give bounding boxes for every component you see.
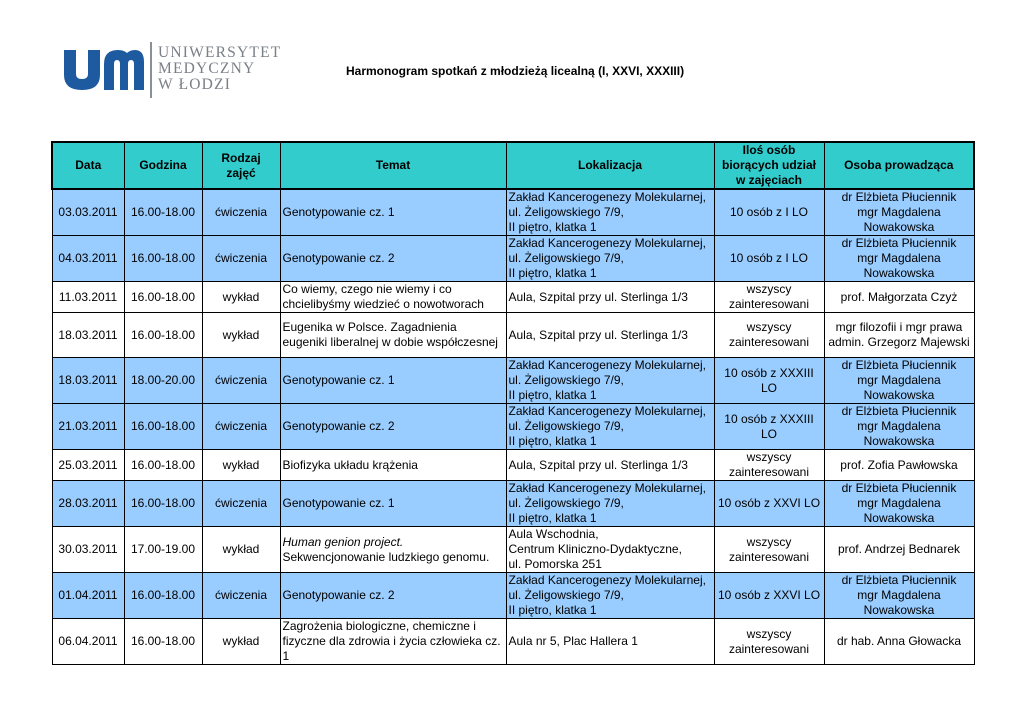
table-row (52, 313, 974, 358)
cell-godzina: 16.00-18.00 (124, 450, 202, 481)
cell-data: 25.03.2011 (52, 450, 124, 481)
table-row (52, 404, 974, 450)
cell-osoba: prof. Andrzej Bednarek (824, 527, 974, 573)
page-title: Harmonogram spotkań z młodzieżą licealną (I, XXVI, XXXIII) (346, 64, 685, 78)
university-logo (62, 42, 282, 102)
cell-osoba: dr Elżbieta Płuciennik mgr Magdalena Nowakowska (824, 358, 974, 404)
cell-godzina: 16.00-18.00 (124, 236, 202, 282)
header-lokalizacja: Lokalizacja (506, 142, 714, 189)
cell-lokalizacja: Zakład Kancerogenezy Molekularnej, ul. Żeligowskiego 7/9, II piętro, klatka 1 (506, 358, 714, 404)
cell-osoba: dr Elżbieta Płuciennik mgr Magdalena Nowakowska (824, 236, 974, 282)
logo-line-3: W ŁODZI (158, 76, 232, 93)
header-temat: Temat (280, 142, 506, 189)
header-data: Data (52, 142, 124, 189)
cell-godzina: 17.00-19.00 (124, 527, 202, 573)
cell-ilosc: 10 osób z I LO (714, 236, 824, 282)
cell-osoba: dr Elżbieta Płuciennik mgr Magdalena Nowakowska (824, 404, 974, 450)
schedule-table (51, 141, 975, 665)
cell-temat: Eugenika w Polsce. Zagadnienia eugeniki liberalnej w dobie współczesnej (280, 313, 506, 358)
cell-lokalizacja: Aula nr 5, Plac Hallera 1 (506, 619, 714, 665)
cell-data: 04.03.2011 (52, 236, 124, 282)
cell-lokalizacja: Aula, Szpital przy ul. Sterlinga 1/3 (506, 450, 714, 481)
cell-rodzaj: wykład (202, 527, 280, 573)
cell-godzina: 16.00-18.00 (124, 282, 202, 313)
cell-ilosc: 10 osób z XXVI LO (714, 573, 824, 619)
cell-ilosc: 10 osób z XXVI LO (714, 481, 824, 527)
cell-osoba: prof. Małgorzata Czyż (824, 282, 974, 313)
cell-temat: Co wiemy, czego nie wiemy i co chcielibyśmy wiedzieć o nowotworach (280, 282, 506, 313)
cell-rodzaj: wykład (202, 450, 280, 481)
um-logo-mark (62, 48, 144, 90)
cell-temat: Genotypowanie cz. 1 (280, 189, 506, 236)
cell-lokalizacja: Zakład Kancerogenezy Molekularnej, ul. Żeligowskiego 7/9, II piętro, klatka 1 (506, 481, 714, 527)
cell-data: 18.03.2011 (52, 313, 124, 358)
cell-temat: Human genion project. Sekwencjonowanie ludzkiego genomu. (280, 527, 506, 573)
cell-data: 28.03.2011 (52, 481, 124, 527)
cell-data: 11.03.2011 (52, 282, 124, 313)
table-row (52, 189, 974, 236)
cell-godzina: 16.00-18.00 (124, 404, 202, 450)
cell-data: 30.03.2011 (52, 527, 124, 573)
cell-osoba: dr Elżbieta Płuciennik mgr Magdalena Nowakowska (824, 481, 974, 527)
table-row (52, 282, 974, 313)
table-row (52, 619, 974, 665)
cell-rodzaj: wykład (202, 282, 280, 313)
cell-osoba: dr Elżbieta Płuciennik mgr Magdalena Nowakowska (824, 189, 974, 236)
table-row (52, 450, 974, 481)
cell-godzina: 16.00-18.00 (124, 481, 202, 527)
table-row (52, 481, 974, 527)
header-godzina: Godzina (124, 142, 202, 189)
cell-godzina: 16.00-18.00 (124, 313, 202, 358)
cell-temat: Genotypowanie cz. 1 (280, 481, 506, 527)
cell-lokalizacja: Zakład Kancerogenezy Molekularnej, ul. Żeligowskiego 7/9, II piętro, klatka 1 (506, 404, 714, 450)
cell-lokalizacja: Aula Wschodnia, Centrum Kliniczno-Dydaktyczne, ul. Pomorska 251 (506, 527, 714, 573)
header-osoba: Osoba prowadząca (824, 142, 974, 189)
cell-rodzaj: ćwiczenia (202, 481, 280, 527)
cell-temat: Genotypowanie cz. 2 (280, 404, 506, 450)
cell-rodzaj: ćwiczenia (202, 573, 280, 619)
cell-rodzaj: ćwiczenia (202, 236, 280, 282)
table-row (52, 358, 974, 404)
cell-temat: Genotypowanie cz. 2 (280, 236, 506, 282)
cell-temat: Genotypowanie cz. 1 (280, 358, 506, 404)
cell-lokalizacja: Aula, Szpital przy ul. Sterlinga 1/3 (506, 282, 714, 313)
cell-rodzaj: ćwiczenia (202, 189, 280, 236)
cell-ilosc: 10 osób z XXXIII LO (714, 358, 824, 404)
cell-temat: Genotypowanie cz. 2 (280, 573, 506, 619)
cell-lokalizacja: Aula, Szpital przy ul. Sterlinga 1/3 (506, 313, 714, 358)
cell-temat: Zagrożenia biologiczne, chemiczne i fizyczne dla zdrowia i życia człowieka cz. 1 (280, 619, 506, 665)
cell-ilosc: wszyscy zainteresowani (714, 282, 824, 313)
cell-godzina: 16.00-18.00 (124, 573, 202, 619)
cell-osoba: dr hab. Anna Głowacka (824, 619, 974, 665)
logo-wordmark (158, 45, 281, 93)
cell-data: 06.04.2011 (52, 619, 124, 665)
cell-osoba: prof. Zofia Pawłowska (824, 450, 974, 481)
cell-ilosc: wszyscy zainteresowani (714, 527, 824, 573)
cell-temat: Biofizyka układu krążenia (280, 450, 506, 481)
table-header-row (52, 142, 974, 189)
table-row (52, 527, 974, 573)
cell-godzina: 18.00-20.00 (124, 358, 202, 404)
cell-ilosc: wszyscy zainteresowani (714, 313, 824, 358)
table-row (52, 573, 974, 619)
cell-ilosc: wszyscy zainteresowani (714, 450, 824, 481)
cell-data: 18.03.2011 (52, 358, 124, 404)
cell-godzina: 16.00-18.00 (124, 189, 202, 236)
cell-data: 01.04.2011 (52, 573, 124, 619)
cell-rodzaj: wykład (202, 313, 280, 358)
cell-ilosc: wszyscy zainteresowani (714, 619, 824, 665)
cell-lokalizacja: Zakład Kancerogenezy Molekularnej, ul. Żeligowskiego 7/9, II piętro, klatka 1 (506, 573, 714, 619)
cell-ilosc: 10 osób z XXXIII LO (714, 404, 824, 450)
cell-rodzaj: wykład (202, 619, 280, 665)
logo-line-2: MEDYCZNY (158, 60, 256, 77)
table-row (52, 236, 974, 282)
header-ilosc: Iloś osób biorących udział w zajęciach (714, 142, 824, 189)
cell-osoba: dr Elżbieta Płuciennik mgr Magdalena Nowakowska (824, 573, 974, 619)
logo-divider (150, 42, 152, 98)
cell-rodzaj: ćwiczenia (202, 404, 280, 450)
cell-data: 21.03.2011 (52, 404, 124, 450)
cell-rodzaj: ćwiczenia (202, 358, 280, 404)
cell-ilosc: 10 osób z I LO (714, 189, 824, 236)
logo-line-1: UNIWERSYTET (158, 44, 282, 61)
cell-data: 03.03.2011 (52, 189, 124, 236)
cell-lokalizacja: Zakład Kancerogenezy Molekularnej, ul. Żeligowskiego 7/9, II piętro, klatka 1 (506, 236, 714, 282)
cell-godzina: 16.00-18.00 (124, 619, 202, 665)
cell-lokalizacja: Zakład Kancerogenezy Molekularnej, ul. Żeligowskiego 7/9, II piętro, klatka 1 (506, 189, 714, 236)
header-rodzaj: Rodzaj zajęć (202, 142, 280, 189)
cell-osoba: mgr filozofii i mgr prawa admin. Grzegorz Majewski (824, 313, 974, 358)
